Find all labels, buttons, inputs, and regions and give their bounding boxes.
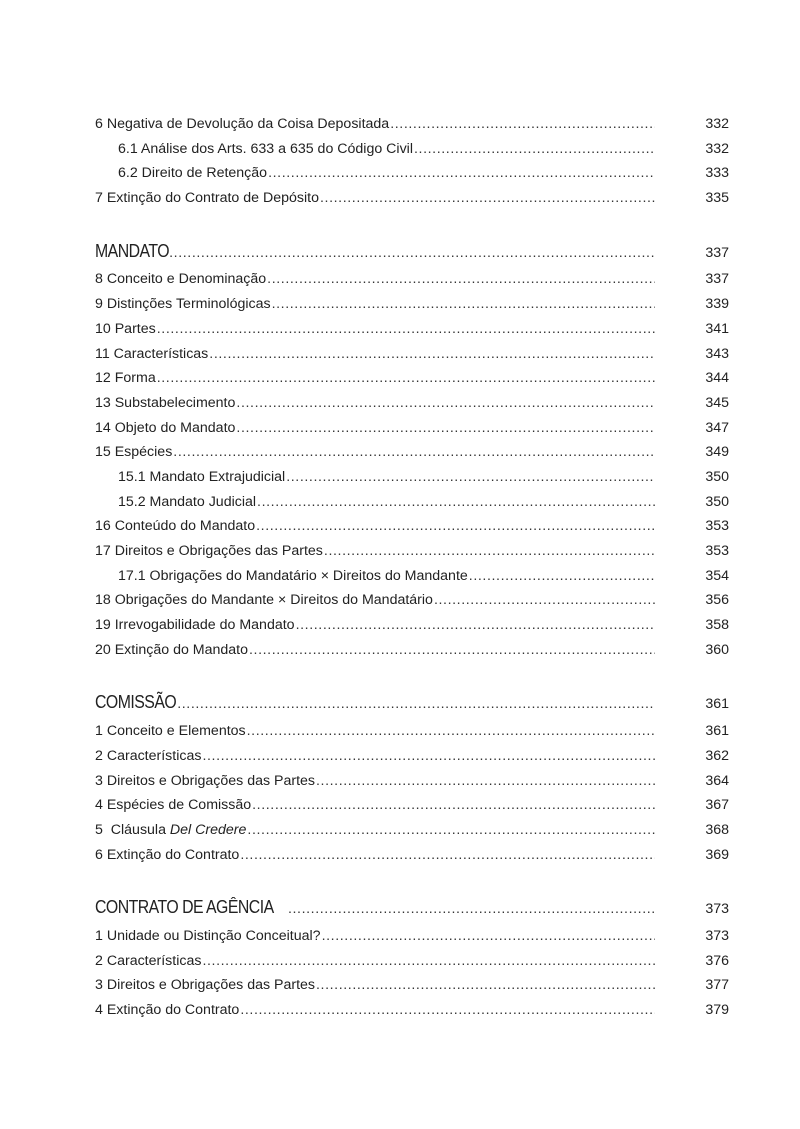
toc-entry[interactable]: [95, 416, 731, 441]
toc-entry-page: 369: [705, 846, 729, 863]
toc-entry[interactable]: [95, 161, 731, 186]
toc-entry[interactable]: [95, 440, 731, 465]
toc-entry-page: 356: [705, 592, 729, 609]
toc-entry-page: 350: [705, 468, 729, 485]
toc-entry[interactable]: [95, 514, 731, 539]
toc-entry[interactable]: [95, 924, 731, 949]
toc-entry-label: 17 Direitos e Obrigações das Partes: [95, 543, 323, 559]
section-title: CONTRATO DE AGÊNCIA: [95, 897, 274, 918]
toc-entry[interactable]: [95, 949, 731, 974]
toc-entry-label: 14 Objeto do Mandato: [95, 419, 236, 436]
toc-entry[interactable]: [95, 998, 731, 1023]
toc-entry-label-prefix: 5 Cláusula: [95, 821, 170, 838]
toc-entry-label: 9 Distinções Terminológicas: [95, 296, 271, 313]
section-page: 337: [705, 244, 729, 261]
toc-entry[interactable]: [95, 793, 731, 818]
toc-entry[interactable]: [95, 112, 731, 137]
toc-entry-label: 13 Substabelecimento: [95, 394, 236, 411]
toc-entry[interactable]: [95, 342, 731, 367]
toc-entry-page: 358: [705, 617, 729, 634]
toc-entry-page: 379: [705, 1002, 729, 1018]
toc-entry[interactable]: [95, 769, 731, 794]
toc-entry-page: 367: [705, 797, 729, 814]
toc-entry[interactable]: [95, 588, 731, 613]
toc-entry-page: 335: [705, 190, 729, 207]
toc-entry-page: 349: [705, 444, 729, 461]
toc-entry-label: 6.1 Análise dos Arts. 633 a 635 do Código Civil: [118, 140, 413, 157]
toc-entry-label: 20 Extinção do Mandato: [95, 641, 249, 658]
toc-entry-page: 343: [705, 345, 729, 362]
toc-entry-label: 4 Extinção do Contrato: [95, 1002, 240, 1018]
toc-entry[interactable]: [95, 744, 731, 769]
section-page: 373: [705, 901, 729, 918]
toc-entry[interactable]: [95, 638, 731, 663]
toc-entry[interactable]: [95, 564, 731, 589]
toc-entry-label: 19 Irrevogabilidade do Mandato: [95, 617, 295, 634]
toc-entry-page: 350: [705, 493, 729, 510]
toc-entry-label: 10 Partes: [95, 320, 156, 337]
toc-entry-page: 362: [705, 747, 729, 764]
toc-entry-label: 16 Conteúdo do Mandato: [95, 518, 256, 535]
toc-entry[interactable]: [95, 973, 731, 998]
toc-entry-label: 6.2 Direito de Retenção: [118, 165, 268, 182]
toc-entry-label: 17.1 Obrigações do Mandatário × Direitos do Mandante: [118, 567, 468, 584]
toc-entry-label: 2 Características: [95, 952, 202, 969]
toc-entry[interactable]: [95, 317, 731, 342]
toc-entry-page: 354: [705, 567, 729, 584]
toc-entry-label: 12 Forma: [95, 370, 156, 387]
toc-entry-page: 377: [705, 977, 729, 994]
toc-entry[interactable]: [95, 465, 731, 490]
toc-entry-page: 337: [705, 271, 729, 288]
toc-entry-label: 4 Espécies de Comissão: [95, 797, 252, 814]
toc-entry-label: [95, 822, 247, 838]
toc-entry[interactable]: [95, 818, 731, 843]
toc-block-comissao: [95, 719, 731, 867]
toc-block-mandato: [95, 267, 731, 662]
toc-entry-label: 15.2 Mandato Judicial: [118, 493, 257, 510]
toc-entry-page: 332: [705, 116, 729, 132]
toc-entry-page: 373: [705, 927, 729, 944]
toc-entry[interactable]: [95, 490, 731, 515]
toc-entry[interactable]: [95, 843, 731, 868]
section-heading-agencia[interactable]: [95, 895, 731, 920]
toc-entry-label: 11 Características: [95, 345, 209, 362]
toc-entry[interactable]: [95, 613, 731, 638]
toc-entry-label: 8 Conceito e Denominação: [95, 271, 267, 288]
toc-entry-label: 6 Negativa de Devolução da Coisa Depositada: [95, 116, 390, 132]
toc-entry-page: 339: [705, 296, 729, 313]
toc-entry-label: 7 Extinção do Contrato de Depósito: [95, 190, 319, 207]
toc-entry[interactable]: [95, 267, 731, 292]
toc-entry-label: 1 Conceito e Elementos: [95, 723, 246, 740]
toc-entry[interactable]: [95, 391, 731, 416]
toc-entry-page: 353: [705, 543, 729, 559]
section-page: 361: [705, 696, 729, 713]
toc-entry-page: 360: [705, 641, 729, 658]
toc-entry-label: 1 Unidade ou Distinção Conceitual?: [95, 927, 321, 944]
toc-entry-page: 347: [705, 419, 729, 436]
section-heading-comissao[interactable]: [95, 690, 731, 715]
toc-entry[interactable]: [95, 366, 731, 391]
toc-entry[interactable]: [95, 292, 731, 317]
toc-block-deposito: [95, 112, 731, 211]
toc-entry-label: 6 Extinção do Contrato: [95, 846, 240, 863]
toc-entry[interactable]: [95, 186, 731, 211]
section-heading-mandato[interactable]: [95, 239, 731, 264]
toc-entry-page: 353: [705, 518, 729, 535]
toc-block-agencia: [95, 924, 731, 1023]
toc-entry-page: 376: [705, 952, 729, 969]
section-title: COMISSÃO: [95, 692, 177, 713]
toc-entry-page: 333: [705, 165, 729, 182]
toc-entry-page: 344: [705, 370, 729, 387]
toc-entry-label: 2 Características: [95, 747, 202, 764]
toc-entry-page: 345: [705, 394, 729, 411]
toc-entry-label: 3 Direitos e Obrigações das Partes: [95, 977, 316, 994]
toc-entry[interactable]: [95, 719, 731, 744]
toc-entry-page: 341: [705, 320, 729, 337]
table-of-contents: [95, 112, 731, 1023]
toc-entry-label: 3 Direitos e Obrigações das Partes: [95, 772, 316, 789]
toc-entry[interactable]: [95, 539, 731, 564]
toc-entry-page: 364: [705, 772, 729, 789]
toc-entry-page: 368: [705, 821, 729, 838]
toc-entry-label: 18 Obrigações do Mandante × Direitos do Mandatário: [95, 592, 433, 609]
toc-entry[interactable]: [95, 137, 731, 162]
toc-entry-label: 15 Espécies: [95, 444, 173, 461]
toc-entry-label: 15.1 Mandato Extrajudicial: [118, 468, 286, 485]
toc-entry-page: 332: [705, 140, 729, 157]
section-title: MANDATO: [95, 240, 170, 261]
toc-entry-page: 361: [705, 723, 729, 740]
toc-entry-label-italic: Del Credere: [169, 821, 247, 838]
